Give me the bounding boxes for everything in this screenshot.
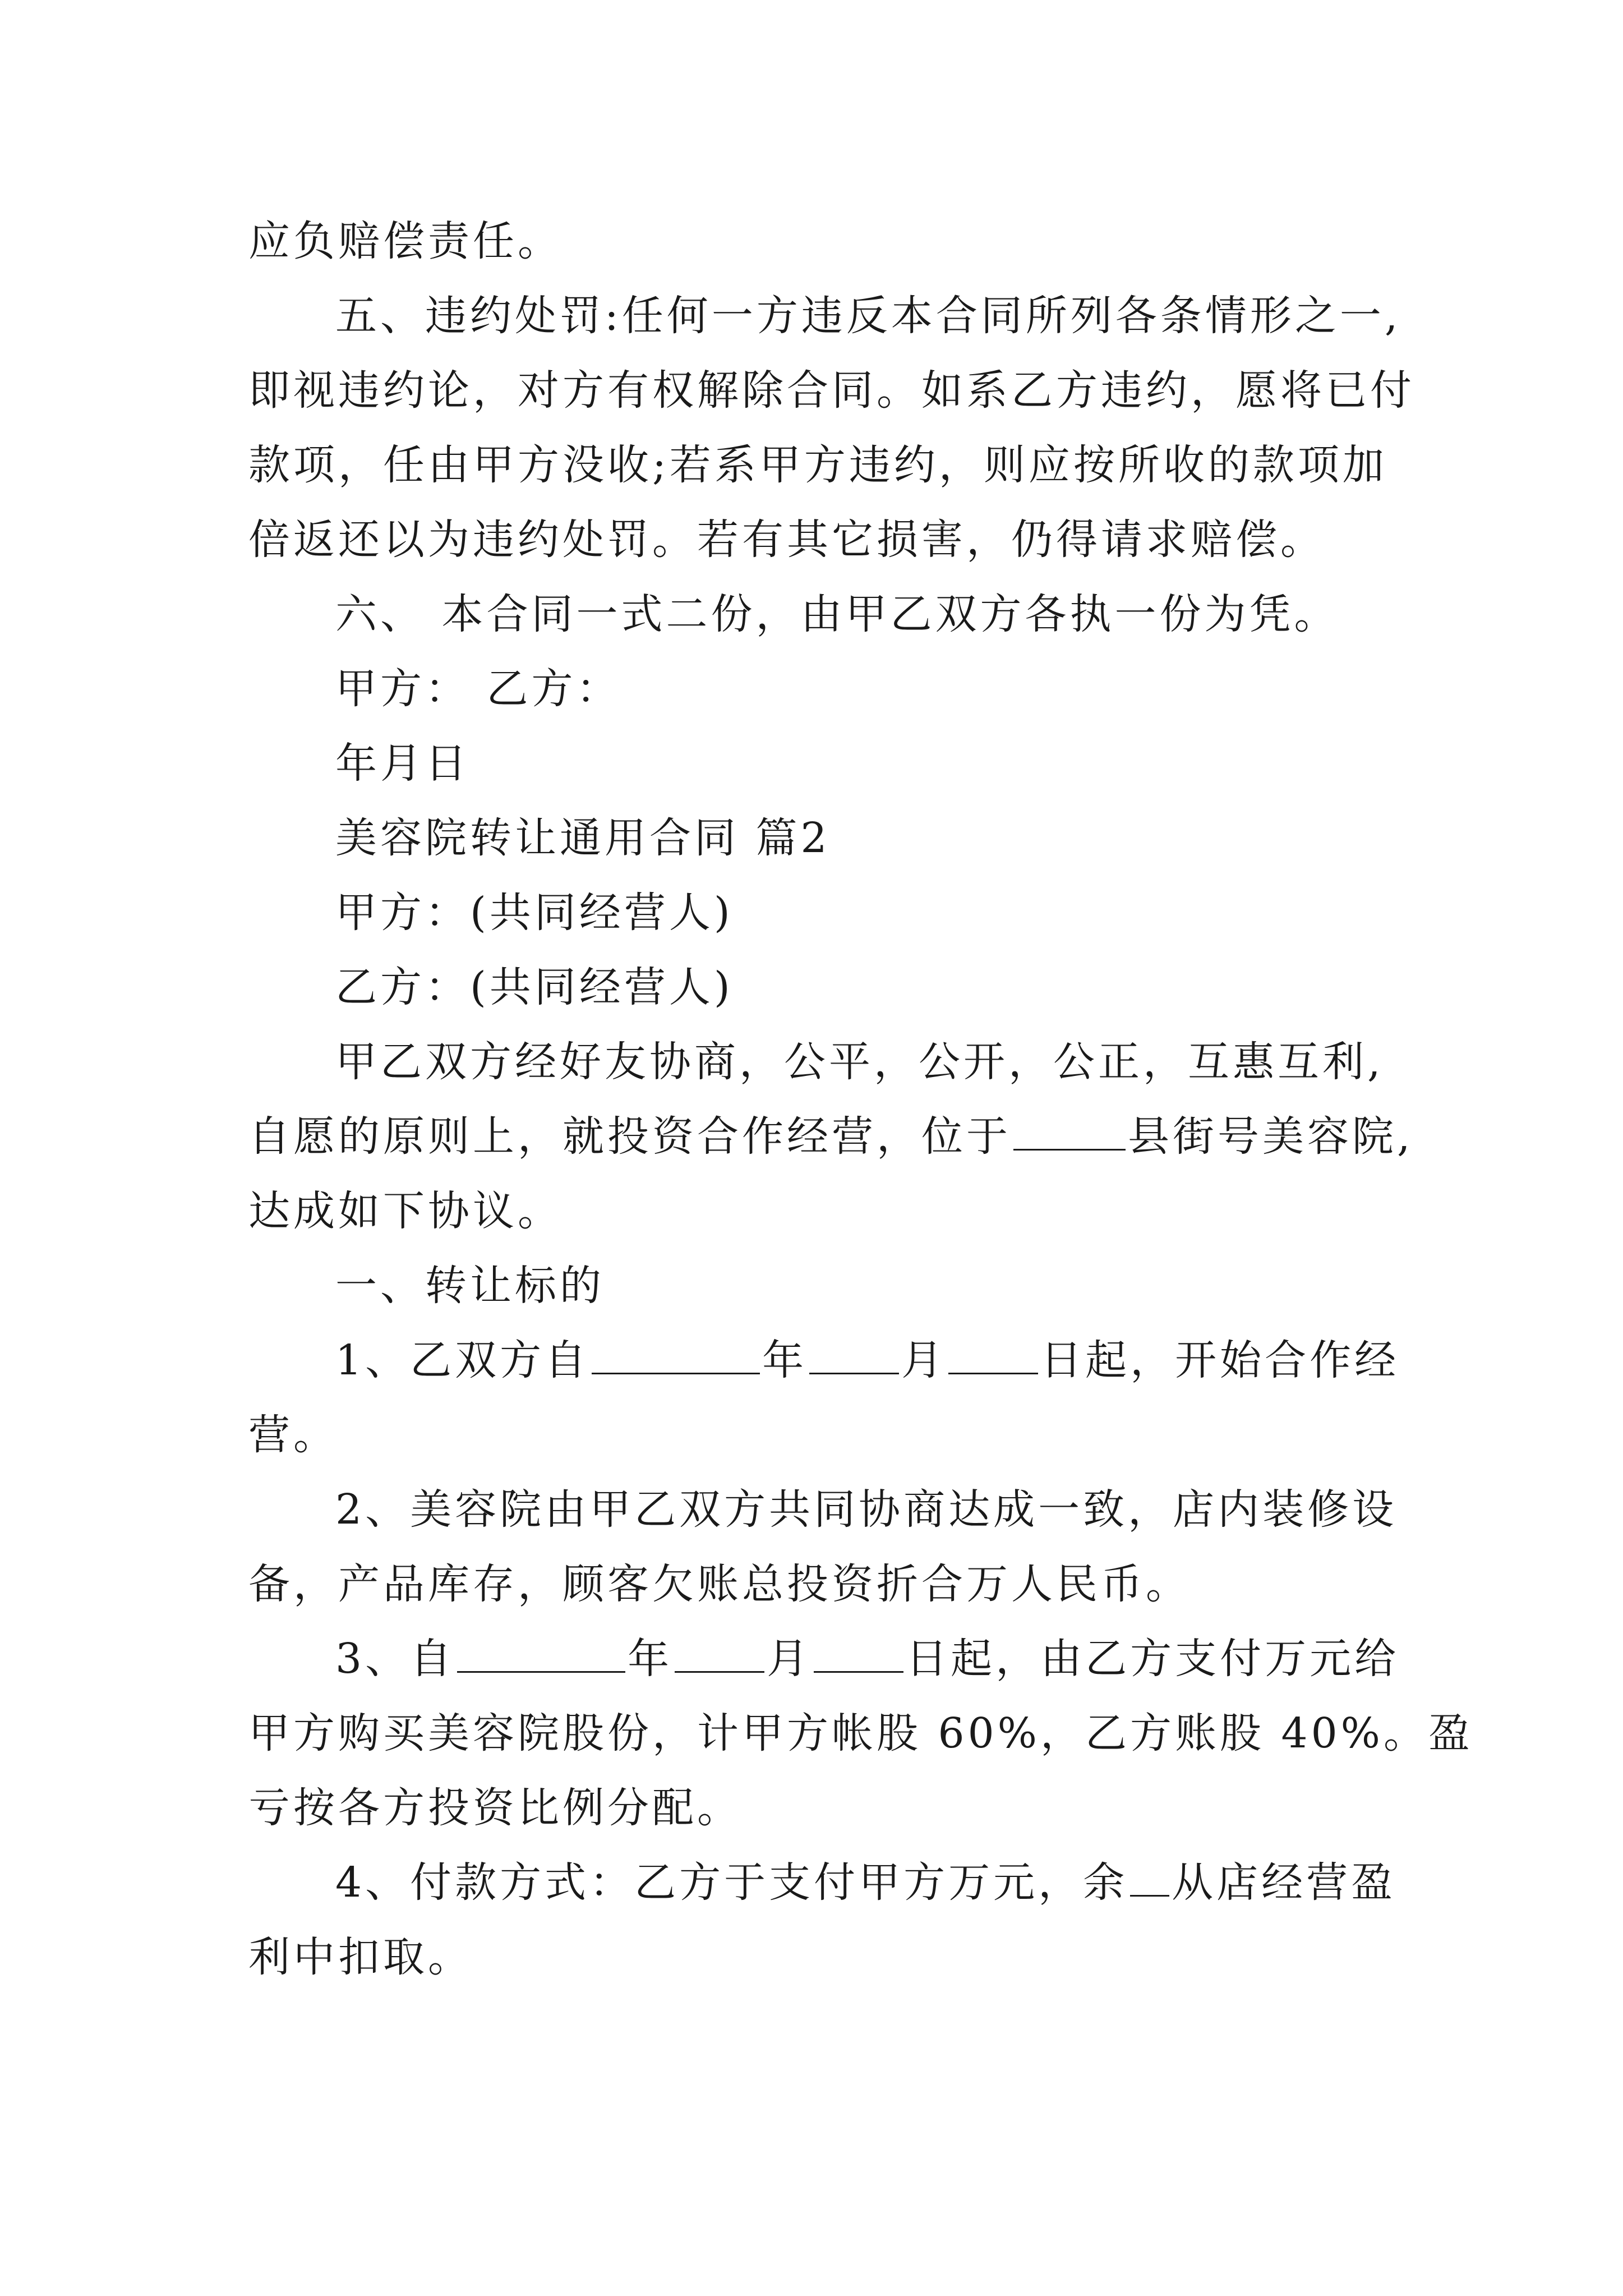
text-span: 从店经营盈 bbox=[1172, 1858, 1396, 1907]
text-span: 乙方：(共同经营人) bbox=[335, 963, 734, 1011]
section-heading bbox=[335, 810, 831, 866]
text-span: 甲乙双方经好友协商，公平，公开，公正，互惠互利, bbox=[335, 1038, 1384, 1086]
fill-in-blank bbox=[457, 1635, 625, 1673]
text-span: 2、美容院由甲乙双方共同协商达成一致，店内装修设 bbox=[335, 1485, 1398, 1534]
fill-in-blank bbox=[675, 1635, 764, 1673]
text-line bbox=[335, 959, 734, 1015]
text-span: 甲方： 乙方： bbox=[335, 665, 621, 713]
text-span: 3、自 bbox=[335, 1635, 455, 1683]
text-span: 倍返还以为违约处罚。若有其它损害，仍得请求赔偿。 bbox=[248, 516, 1325, 564]
fill-in-blank bbox=[592, 1337, 760, 1374]
text-span: 五、违约处罚:任何一方违反本合同所列各条情形之一, bbox=[335, 292, 1401, 340]
text-line bbox=[335, 1034, 1384, 1090]
text-span: 日起，由乙方支付万元给 bbox=[906, 1635, 1400, 1683]
text-line bbox=[248, 1183, 562, 1239]
text-line bbox=[335, 735, 470, 792]
text-span: 一、转让标的 bbox=[335, 1262, 605, 1310]
text-span: 月 bbox=[901, 1336, 947, 1384]
fill-in-blank bbox=[814, 1635, 903, 1673]
text-line bbox=[248, 1780, 742, 1836]
text-span: 备，产品库存，顾客欠账总投资折合万人民币。 bbox=[248, 1560, 1191, 1608]
text-span: 甲方：(共同经营人) bbox=[335, 889, 734, 937]
text-span: 月 bbox=[767, 1635, 812, 1683]
text-line bbox=[335, 1332, 1399, 1388]
text-span: 年月日 bbox=[335, 739, 470, 788]
text-span: 即视违约论，对方有权解除合同。如系乙方违约，愿将已付 bbox=[248, 366, 1415, 415]
text-span: 营。 bbox=[248, 1411, 338, 1459]
fill-in-blank bbox=[1013, 1113, 1126, 1151]
text-span: 甲方购买美容院股份，计甲方帐股 60%，乙方账股 40%。盈 bbox=[248, 1709, 1473, 1757]
text-span: 六、 本合同一式二份，由甲乙双方各执一份为凭。 bbox=[335, 590, 1339, 638]
text-span: 4、付款方式：乙方于支付甲方万元，余 bbox=[335, 1858, 1128, 1907]
text-line bbox=[335, 1481, 1397, 1538]
text-span: 美容院转让通用合同 篇2 bbox=[335, 814, 831, 862]
fill-in-blank bbox=[809, 1337, 899, 1374]
text-line bbox=[335, 1258, 605, 1314]
text-line bbox=[248, 362, 1415, 418]
text-line bbox=[248, 1705, 1473, 1761]
text-span: 亏按各方投资比例分配。 bbox=[248, 1784, 742, 1832]
text-line bbox=[335, 1855, 1396, 1911]
text-line bbox=[335, 661, 621, 717]
text-line bbox=[335, 288, 1401, 344]
text-line bbox=[335, 885, 734, 941]
text-span: 应负赔偿责任。 bbox=[248, 217, 562, 265]
text-line bbox=[248, 1556, 1191, 1612]
text-span: 利中扣取。 bbox=[248, 1933, 473, 1981]
text-line bbox=[248, 437, 1387, 493]
text-span: 达成如下协议。 bbox=[248, 1187, 562, 1235]
text-line bbox=[248, 1407, 338, 1463]
text-line bbox=[335, 586, 1339, 642]
text-line bbox=[248, 512, 1325, 568]
text-span: 款项，任由甲方没收;若系甲方违约，则应按所收的款项加 bbox=[248, 441, 1387, 489]
text-span: 1、乙双方自 bbox=[335, 1336, 590, 1384]
text-span: 年 bbox=[762, 1336, 808, 1384]
text-line bbox=[248, 1108, 1414, 1165]
text-span: 日起，开始合作经 bbox=[1040, 1336, 1400, 1384]
fill-in-blank bbox=[948, 1337, 1038, 1374]
text-line bbox=[248, 213, 562, 269]
text-line bbox=[335, 1631, 1399, 1687]
fill-in-blank bbox=[1130, 1859, 1169, 1897]
text-line bbox=[248, 1929, 473, 1985]
text-span: 年 bbox=[628, 1635, 673, 1683]
text-span: 自愿的原则上，就投资合作经营，位于 bbox=[248, 1112, 1011, 1161]
text-span: 县街号美容院, bbox=[1128, 1112, 1414, 1161]
